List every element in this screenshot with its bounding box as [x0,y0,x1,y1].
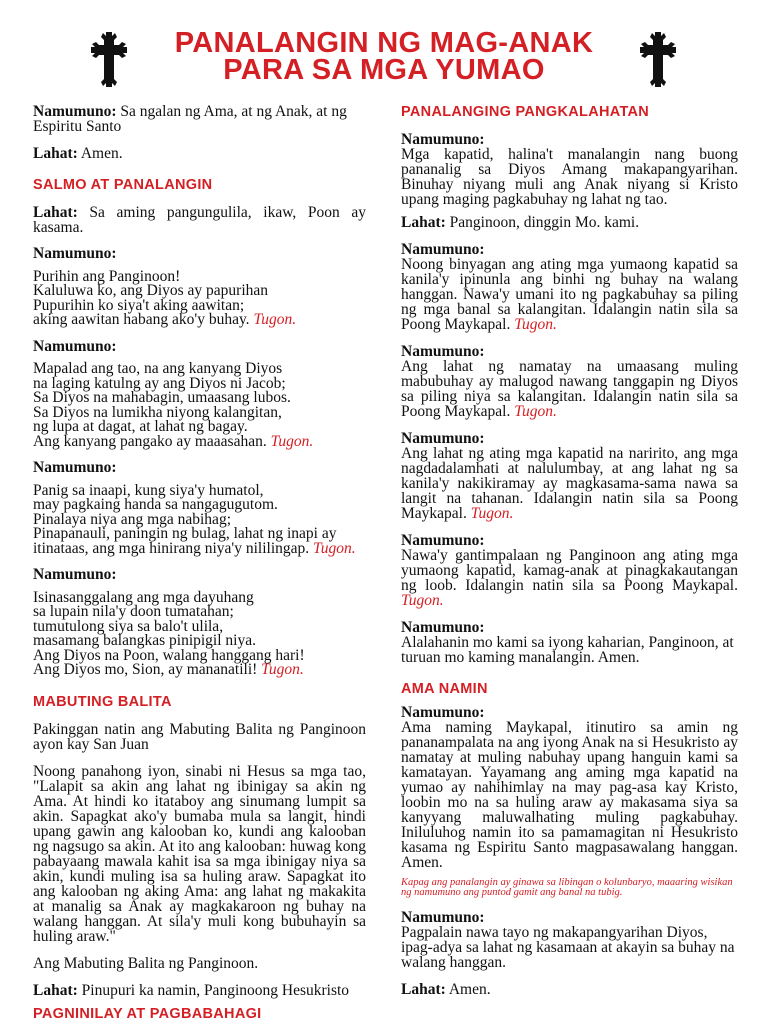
verse-line: Pinapanauli, paningin ng bulag, lahat ng inapi ay [33,525,337,542]
role-label: Namumuno: [401,619,485,636]
tugon-label: Tugon. [470,505,514,522]
role-label: Namumuno: [33,566,117,583]
petition-text: Nawa'y gantimpalaan ng Panginoon ang ating mga yumaong kapatid, kamag-anak at pinagkakautangan ng loob. Idalangin natin sila sa Poong Maykapal. Tugon. [401,547,738,609]
verse-line: ng lupa at dagat, at lahat ng bagay. [33,418,248,435]
verse-line: Pinalaya niya ang mga nabihag; [33,510,231,528]
petition [401,533,738,608]
petition [401,344,738,419]
tugon-label: Tugon. [514,403,557,420]
role-label: Namumuno: [401,131,485,148]
verse-line: na laging katulng ay ang Diyos ni Jacob; [33,374,286,392]
psalm-stanza [33,461,366,556]
verse-line: Isinasanggalang ang mga dayuhang [33,588,254,606]
role-label: Lahat: [401,214,446,231]
closing-petition-text: Alalahanin mo kami sa iyong kaharian, Panginoon, at turuan mo kaming manalangin. Amen. [401,634,734,666]
tugon-label: Tugon. [514,316,557,333]
role-label: Namumuno: [33,337,117,355]
gospel-close: Ang Mabuting Balita ng Panginoon. [33,954,259,972]
verse-line: Pupurihin ko siya't aking aawitan; [33,296,245,314]
salmo-response-text: Sa aming pangungulila, ikaw, Poon ay kasama. [33,204,366,236]
verse-line: sa lupain nila'y doon tumatahan; [33,603,234,620]
intro-text: Mga kapatid, halina't manalangin nang buong pananalig sa Diyos Amang makapangyarihan. Binuhay niyang muli ang Anak niyang si Kristo upang maging pagkabuhay ng lahat ng tao. [401,146,738,208]
amen-line [33,146,366,161]
petition-text: Ang lahat ng namatay na umaasang muling mabubuhay ay malugod nawang tanggapin ng Diyos sa piling niya sa kalangitan. Idalangin natin sila sa Poong Maykapal. Tugon. [401,358,738,420]
psalm-stanza [33,568,366,678]
gospel-text: Noong panahong iyon, sinabi ni Hesus sa mga tao, "Lalapit sa akin ang lahat ng ibinigay sa akin ng Ama. At hindi ko itataboy ang sinumang lumpit sa akin. Sapagkat ako'y bumaba mula sa langit, hindi upang gawin ang kalooban ko, kundi ang kalooban ng nagsugo sa akin. At ito ang kalooban: huwag kong pabayaang mawala kahit isa sa mga ibinigay niya sa akin, kundi muling isa sa huling araw. Sapagkat ito ang kalooban ng aking Ama: ang lahat ng makakita at manalig sa Anak ay magkakaroon ng buhay na walang hanggan. At sila'y muli kong bubuhayin sa huling araw." [33,762,366,945]
gospel-response-text: Pinupuri ka namin, Panginoong Hesukristo [81,981,350,999]
role-label: Namumuno: [401,241,485,258]
ama-prayer-text: Ama naming Maykapal, itinutiro sa amin ng pananampalata na ang iyong Anak na si Hesukristo ay namatay at muling nabuhay upang hanguin kami sa kamatayan. Yayamang ang aming mga kapatid na yumao ay nahihimlay na may pag-asa kay Kristo, loobin mo na sa huling araw ay makasama siya sa kanyyang maluwalhating muling pagkabuhay. Iniluluhog namin ito sa pamamagitan ni Hesukristo kasama ng Espiritu Santo magpasawalang hanggan. Amen. [401,719,738,871]
role-label: Namumuno: [401,343,485,360]
role-label: Namumuno: [401,430,485,447]
right-column [401,104,738,997]
verse-line: Sa Diyos na mahabagin, umaasang lubos. [33,389,291,406]
section-heading-reflection: PAGNINILAY AT PAGBABAHAGI [33,1005,262,1022]
opening-text: Sa ngalan ng Ama, at ng Anak, at ng Espiritu Santo [33,103,347,135]
role-label: Namumuno: [401,704,485,721]
verse-line: aking aawitan habang ako'y buhay. Tugon. [33,311,297,328]
document-title-line1: PANALANGIN NG MAG-ANAK [174,27,594,59]
role-label: Lahat: [33,204,78,221]
verse-line: itinataas, ang mga hinirang niya'y nililingap. Tugon. [33,539,356,557]
role-label: Namumuno: [401,532,485,549]
section-heading-gospel: MABUTING BALITA [33,693,172,710]
verse-line: Ang Diyos mo, Sion, ay mananatili! Tugon. [33,661,304,678]
verse-line: Sa Diyos na lumikha niyong kalangitan, [33,403,282,421]
tugon-label: Tugon. [313,539,356,557]
role-label: Namumuno: [33,459,117,476]
final-text: Amen. [448,981,491,998]
response-line [401,215,738,230]
verse-line: masamang balangkas pinipigil niya. [33,632,256,649]
role-label: Namumuno: [401,909,485,926]
role-label: Lahat: [33,981,78,999]
left-column [33,104,366,1022]
blessing-text: Pagpalain nawa tayo ng makapangyarihan Diyos, ipag-adya sa lahat ng kasamaan at akayin sa buhay na walang hanggan. [401,924,735,971]
document-header [0,22,768,94]
rubric-note: Kapag ang panalangin ay ginawa sa libingan o kolunbaryo, maaaring wisikan ng namumuno ang puntod gamit ang banal na tubig. [401,877,733,898]
cross-icon [634,30,682,88]
psalm-stanza [33,337,366,450]
final-line [401,982,738,997]
role-label: Namumuno: [33,245,117,262]
gospel-intro: Pakinggan natin ang Mabuting Balita ng Panginoon ayon kay San Juan [33,720,366,753]
tugon-label: Tugon. [261,661,304,678]
gospel-response [33,983,366,998]
tugon-label: Tugon. [401,592,444,609]
salmo-response [33,205,366,235]
petition-text: Noong binyagan ang ating mga yumaong kapatid sa kanila'y ipinunla ang binhi ng buhay na walang hanggan. Nawa'y umani ito ng pagkabuhay sa piling ng mga banal sa kalangitan. Idalangin natin sila sa Poong Maykapal. Tugon. [401,256,738,333]
verse-line: tumutulong siya sa balo't ulila, [33,617,224,635]
response-text: Panginoon, dinggin Mo. kami. [449,214,640,231]
section-heading-salmo: SALMO AT PANALANGIN [33,177,213,193]
tugon-label: Tugon. [270,432,314,450]
verse-line: Purihin ang Panginoon! [33,267,181,285]
role-label: Lahat: [33,145,78,162]
role-label: Lahat: [401,981,446,998]
psalm-stanza [33,247,366,328]
role-label: Namumuno: [33,103,117,120]
opening-line [33,104,366,134]
section-heading-general-prayer: PANALANGING PANGKALAHATAN [401,104,650,120]
verse-line: may pagkaing handa sa nangagugutom. [33,496,278,513]
amen-text: Amen. [80,145,123,162]
petition [401,242,738,332]
petition [401,431,738,521]
verse-line: Ang kanyang pangako ay maaasahan. Tugon. [33,432,314,450]
verse-line: Ang Diyos na Poon, walang hanggang hari! [33,646,305,664]
section-heading-ama-namin: AMA NAMIN [401,681,488,697]
petition-text: Ang lahat ng ating mga kapatid na naririto, ang mga nagdadalamhati at nalulumbay, at ang lahat ng sa kanila'y nakikiramay ay magkasama-sama nawa sa langit na tahanan. Idalangin natin sila sa Poong Maykapal. Tugon. [401,445,738,522]
verse-line: Panig sa inaapi, kung siya'y humatol, [33,481,264,499]
document-title-line2: PARA SA MGA YUMAO [223,54,545,86]
tugon-label: Tugon. [253,311,297,328]
verse-line: Kaluluwa ko, ang Diyos ay papurihan [33,282,269,299]
verse-line: Mapalad ang tao, na ang kanyang Diyos [33,360,283,377]
